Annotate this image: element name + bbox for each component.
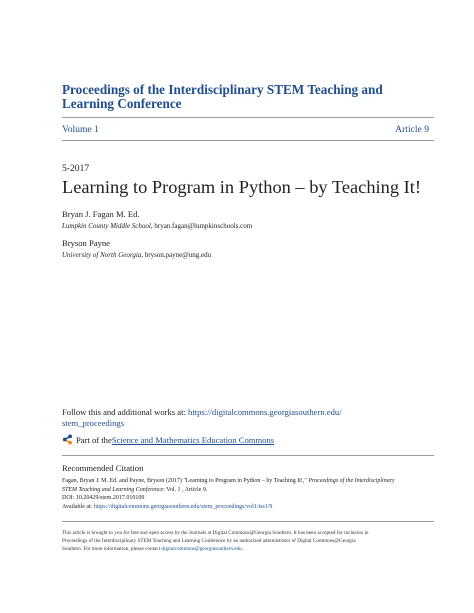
- citation-journal-continued: STEM Teaching and Learning Conference: [62, 486, 164, 493]
- citation-doi: DOI: 10.20429/stem.2017.010109: [62, 495, 145, 501]
- footer-line: This article is brought to you for free and open access by the Journals at Digital Commons@Georgia Southern. It has been accepted for inclusion in: [62, 530, 369, 536]
- volume-link[interactable]: Volume 1: [62, 124, 99, 135]
- follow-prefix: Follow this and additional works at:: [62, 407, 189, 417]
- commons-link[interactable]: Science and Mathematics Education Commons: [111, 434, 275, 445]
- divider: [62, 117, 434, 118]
- article-link[interactable]: Article 9: [395, 124, 429, 135]
- author-email: , bryan.fagan@lumpkinschools.com: [150, 222, 253, 230]
- author-affiliation: [62, 251, 211, 259]
- author-name: Bryson Payne: [62, 238, 110, 248]
- recommended-citation-heading: Recommended Citation: [62, 463, 144, 473]
- citation-url[interactable]: https://digitalcommons.georgiasouthern.edu/stem_proceedings/vol1/iss1/9: [93, 503, 273, 510]
- citation-journal: Proceedings of the Interdisciplinary: [308, 478, 395, 484]
- journal-title[interactable]: Proceedings of the Interdisciplinary STEM Teaching and Learning Conference: [62, 82, 383, 111]
- citation-volume: : Vol. 1 , Article 9.: [163, 486, 208, 493]
- citation-text: Fagan, Bryan J. M. Ed. and Payne, Bryson (2017) "Learning to Program in Python – by Teaching It!,": [62, 478, 309, 484]
- author-name: Bryan J. Fagan M. Ed.: [62, 209, 140, 219]
- paper-title: Learning to Program in Python – by Teaching It!: [62, 177, 421, 197]
- divider: [62, 140, 434, 141]
- footer-line: Southern. For more information, please contact: [62, 545, 162, 552]
- author-email: , bryson.payne@ung.edu: [141, 251, 212, 259]
- network-icon: [62, 434, 73, 445]
- follow-link[interactable]: https://digitalcommons.georgiasouthern.edu/: [188, 407, 342, 417]
- contact-email-link[interactable]: digitalcommons@georgiasouthern.edu: [161, 545, 242, 552]
- footer-line-end: .: [241, 545, 244, 552]
- recommended-citation: [62, 477, 434, 511]
- divider: [62, 455, 434, 456]
- author-institution: University of North Georgia: [62, 251, 142, 259]
- part-of-prefix: Part of the: [76, 434, 112, 445]
- author-affiliation: [62, 222, 252, 230]
- publication-date: 5-2017: [62, 163, 90, 174]
- author-institution: Lumpkin County Middle School: [62, 222, 151, 230]
- footer-notice: [62, 530, 434, 553]
- footer-line: Proceedings of the Interdisciplinary STEM Teaching and Learning Conference by an authorized administrator of Digital Commons@Georgia: [62, 537, 356, 544]
- citation-available-prefix: Available at:: [62, 503, 94, 510]
- follow-link-continued[interactable]: stem_proceedings: [62, 418, 125, 428]
- follow-works: [62, 407, 392, 429]
- divider: [62, 521, 434, 522]
- part-of: [62, 434, 274, 445]
